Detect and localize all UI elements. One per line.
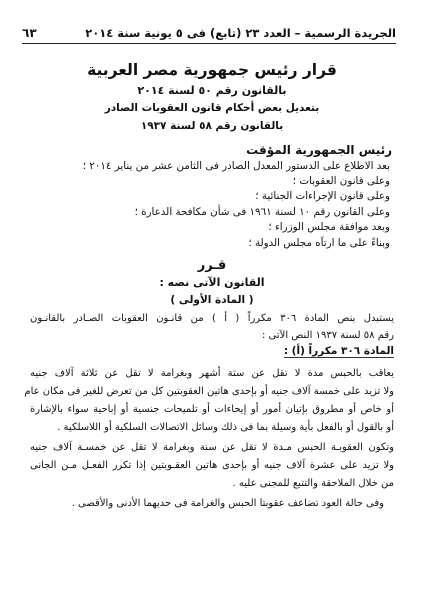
body-line: أو بالقول أو بالفعل بأية وسيلة بما فى ذلك وسائل الاتصالات السلكية أو اللاسلكية . bbox=[57, 422, 394, 433]
body-line: رقم ٥٨ لسنة ١٩٣٧ النص الآتى : bbox=[261, 330, 394, 341]
recital-item: وعلى القانون رقم ١٠ لسنة ١٩٦١ فى شأن مكافحة الدعارة ؛ bbox=[134, 206, 390, 218]
body-line: وفى حالة العود تضاعف عقوبتا الحبس والغرامة فى حديهما الأدنى والأقصى . bbox=[71, 498, 384, 509]
signatory-title: رئيس الجمهورية المؤقت bbox=[246, 143, 392, 157]
decided-heading: قـرر bbox=[197, 258, 227, 273]
decree-title: قرار رئيس جمهورية مصر العربية bbox=[87, 61, 337, 79]
body-line: وتكون العقوبـة الحبس مـدة لا تقل عن سنة وبغرامة لا تقل عن خمسـة آلاف جنيه bbox=[30, 442, 394, 453]
recital-item: بعد الاطلاع على الدستور المعدل الصادر فى الثامن عشر من يناير ٢٠١٤ ؛ bbox=[82, 160, 390, 172]
recital-item: وعلى قانون الإجراءات الجنائية ؛ bbox=[255, 190, 390, 202]
decree-subject-line-1: بتعديل بعض أحكام قانون العقوبات الصادر bbox=[104, 102, 320, 114]
page-number: ٦٣ bbox=[22, 26, 37, 40]
body-line: ولا تزيد على عشرة آلاف جنيه أو بإحدى هاتين العقـوبتين إذا تكرر الفعـل مـن الجانى bbox=[30, 460, 394, 471]
body-line: يستبدل بنص المادة ٣٠٦ مكرراً ( أ ) من قانـون العقوبات الصـادر بالقانـون bbox=[30, 313, 395, 324]
recital-item: وبعد موافقة مجلس الوزراء ؛ bbox=[268, 221, 390, 233]
header-title: الجريدة الرسمية – العدد ٢٣ (تابع) فى ٥ يونية سنة ٢٠١٤ bbox=[85, 26, 396, 40]
recital-item: وعلى قانون العقوبات ؛ bbox=[292, 175, 390, 187]
body-line: من خلال الملاحقة والتتبع للمجنى عليه . bbox=[232, 478, 394, 489]
amended-article-heading: المادة ٣٠٦ مكرراً (أ) : bbox=[283, 345, 394, 357]
body-line: ولا تزيد على خمسة آلاف جنيه أو بإحدى هاتين العقوبتين كل من تعرض للغير فى مكان عام bbox=[24, 386, 394, 397]
body-line: يعاقب بالحبس مدة لا تقل عن ستة أشهر وبغرامة لا تقل عن ثلاثة آلاف جنيه bbox=[30, 368, 394, 379]
decree-subject-line-2: بالقانون رقم ٥٨ لسنة ١٩٣٧ bbox=[140, 120, 284, 132]
recital-item: وبناءً على ما ارتآه مجلس الدولة ؛ bbox=[248, 237, 390, 249]
body-line: أو خاص أو مطروق بإتيان أمور أو إيحاءات أو تلميحات جنسية أو إباحية سواء بالإشارة bbox=[30, 404, 394, 415]
article-one-heading: ( المادة الأولى ) bbox=[170, 294, 254, 306]
law-text-label: القانون الآتى نصه : bbox=[159, 276, 265, 289]
page-header bbox=[22, 14, 396, 44]
decree-law-number: بالقانون رقم ٥٠ لسنة ٢٠١٤ bbox=[137, 84, 287, 97]
